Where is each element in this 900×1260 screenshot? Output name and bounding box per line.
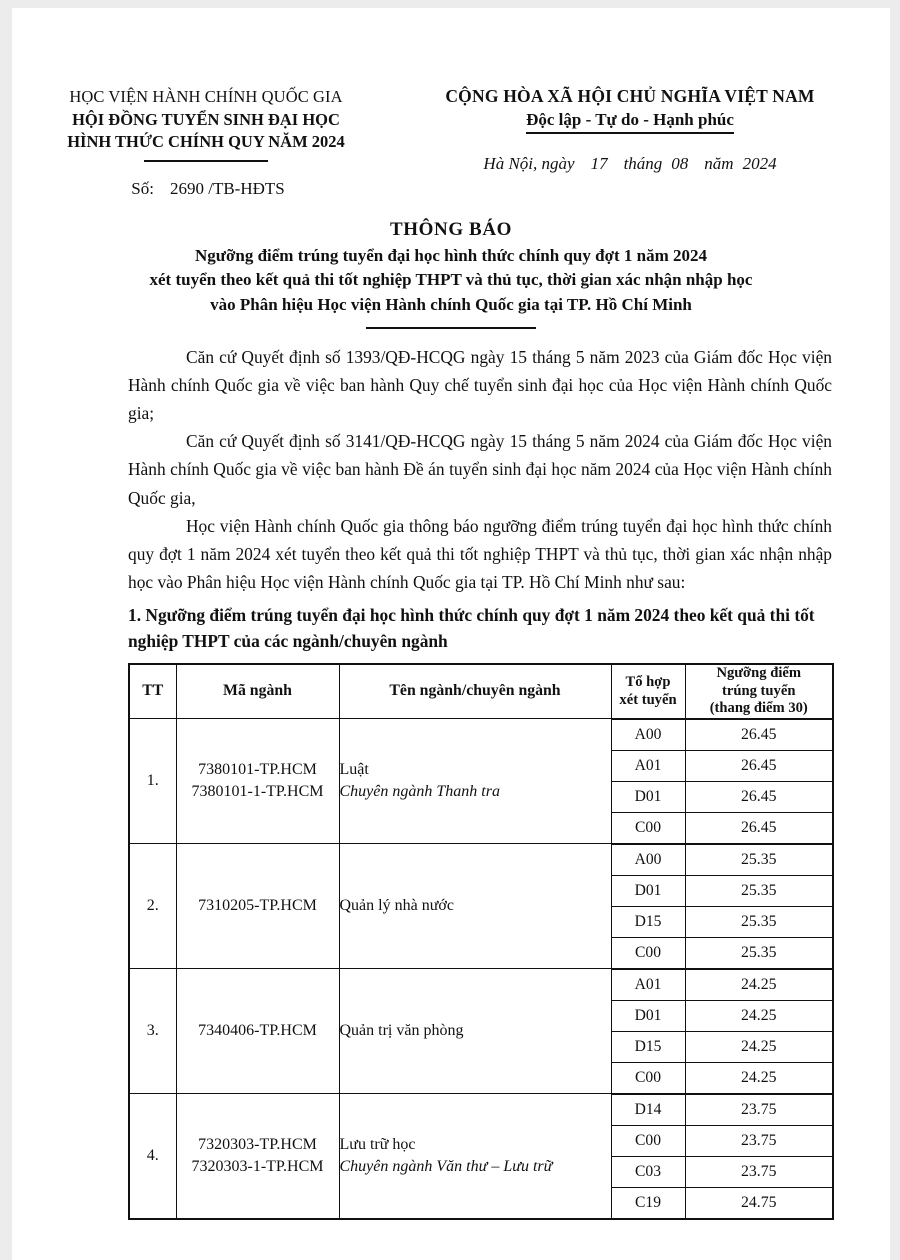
th-subject-combination xyxy=(611,664,685,719)
document-number-label: Số: xyxy=(131,178,154,198)
document-number-value: 2690 /TB-HĐTS xyxy=(169,178,285,198)
subtitle-line-2: xét tuyển theo kết quả thi tốt nghiệp THPT và thủ tục, thời gian xác nhận nhập học xyxy=(149,270,753,290)
major-name: Lưu trữ học xyxy=(339,1136,416,1154)
cell-subject-combination: A00 xyxy=(611,719,685,751)
cell-subject-combination: D01 xyxy=(611,1000,685,1031)
table-header-row xyxy=(129,664,833,719)
cell-benchmark-score: 23.75 xyxy=(685,1094,833,1126)
cell-major-name xyxy=(339,844,611,969)
score-table-wrapper xyxy=(12,663,890,1220)
cell-index: 1. xyxy=(129,719,176,844)
cell-subject-combination: D14 xyxy=(611,1094,685,1126)
paragraph-basis-1: Căn cứ Quyết định số 1393/QĐ-HCQG ngày 15 tháng 5 năm 2023 của Giám đốc Học viện Hành chính Quốc gia về việc ban hành Quy chế tuyển sinh đại học của Học viện Hành chính Quốc gia; xyxy=(128,346,832,423)
major-code-line: 7320303-TP.HCM xyxy=(198,1136,317,1154)
cell-subject-combination: C00 xyxy=(611,1062,685,1094)
cell-benchmark-score: 26.45 xyxy=(685,750,833,781)
major-code-line: 7340406-TP.HCM xyxy=(198,1022,317,1040)
th-index: TT xyxy=(129,664,176,719)
cell-subject-combination: D15 xyxy=(611,1031,685,1062)
document-page xyxy=(12,8,890,1260)
cell-benchmark-score: 24.25 xyxy=(685,1062,833,1094)
cell-subject-combination: C00 xyxy=(611,937,685,969)
table-row xyxy=(129,1094,833,1126)
major-name: Luật xyxy=(339,761,369,779)
cell-subject-combination: C00 xyxy=(611,1125,685,1156)
document-header xyxy=(12,8,890,199)
table-body xyxy=(129,719,833,1219)
paragraph-announcement: Học viện Hành chính Quốc gia thông báo ngưỡng điểm trúng tuyển đại học hình thức chính quy đợt 1 năm 2024 xét tuyển theo kết quả thi tốt nghiệp THPT và thủ tục, thời gian xác nhận nhập học vào Phân hiệu Học viện Hành chính Quốc gia tại TP. Hồ Chí Minh như sau: xyxy=(128,515,832,593)
th-combo-line-2: xét tuyển xyxy=(619,691,677,708)
issue-day: 17 xyxy=(590,154,608,173)
th-score-line-1: Ngưỡng điểm xyxy=(716,665,802,682)
section-heading-1: 1. Ngưỡng điểm trúng tuyển đại học hình thức chính quy đợt 1 năm 2024 theo kết quả thi tốt nghiệp THPT của các ngành/chuyên ngành xyxy=(128,605,815,652)
national-motto-block xyxy=(392,86,890,199)
major-code-line: 7310205-TP.HCM xyxy=(198,897,317,915)
document-subtitle xyxy=(12,244,890,318)
cell-major-name xyxy=(339,1094,611,1219)
cell-major-code xyxy=(176,844,339,969)
document-body xyxy=(12,343,890,655)
th-major-code: Mã ngành xyxy=(176,664,339,719)
cell-index: 3. xyxy=(129,969,176,1094)
cell-subject-combination: C19 xyxy=(611,1187,685,1219)
cell-benchmark-score: 24.25 xyxy=(685,969,833,1001)
major-code-line: 7380101-TP.HCM xyxy=(198,761,317,779)
cell-subject-combination: A01 xyxy=(611,969,685,1001)
cell-benchmark-score: 25.35 xyxy=(685,875,833,906)
cell-benchmark-score: 24.25 xyxy=(685,1000,833,1031)
program-type-line: HÌNH THỨC CHÍNH QUY NĂM 2024 xyxy=(67,132,345,152)
cell-benchmark-score: 26.45 xyxy=(685,781,833,812)
document-number-line xyxy=(20,179,392,199)
document-type-title: THÔNG BÁO xyxy=(389,218,513,240)
th-score-line-3: (thang điểm 30) xyxy=(709,700,808,717)
organization-name: HỌC VIỆN HÀNH CHÍNH QUỐC GIA xyxy=(69,87,343,106)
cell-major-code xyxy=(176,969,339,1094)
cell-subject-combination: C03 xyxy=(611,1156,685,1187)
table-row xyxy=(129,844,833,876)
title-block xyxy=(12,219,890,329)
table-row xyxy=(129,969,833,1001)
title-divider-rule xyxy=(366,327,536,329)
cell-benchmark-score: 24.25 xyxy=(685,1031,833,1062)
th-combo-line-1: Tổ hợp xyxy=(625,674,671,691)
header-divider-rule xyxy=(144,160,268,162)
th-benchmark-score xyxy=(685,664,833,719)
issue-year: 2024 xyxy=(742,154,777,173)
specialization-name: Chuyên ngành Thanh tra xyxy=(339,783,500,801)
issuing-organization-block xyxy=(12,86,392,199)
cell-benchmark-score: 23.75 xyxy=(685,1125,833,1156)
cell-benchmark-score: 25.35 xyxy=(685,937,833,969)
cell-benchmark-score: 25.35 xyxy=(685,906,833,937)
table-head xyxy=(129,664,833,719)
major-name: Quản lý nhà nước xyxy=(339,897,454,915)
subtitle-line-3: vào Phân hiệu Học viện Hành chính Quốc gia tại TP. Hồ Chí Minh xyxy=(210,294,692,314)
cell-benchmark-score: 24.75 xyxy=(685,1187,833,1219)
cell-benchmark-score: 26.45 xyxy=(685,812,833,844)
month-label: tháng xyxy=(623,154,663,173)
cell-index: 4. xyxy=(129,1094,176,1219)
cell-subject-combination: A00 xyxy=(611,844,685,876)
cell-major-code xyxy=(176,719,339,844)
cell-index: 2. xyxy=(129,844,176,969)
national-motto: Độc lập - Tự do - Hạnh phúc xyxy=(526,110,734,134)
cell-major-name xyxy=(339,969,611,1094)
major-code-line: 7380101-1-TP.HCM xyxy=(191,783,324,801)
cell-subject-combination: A01 xyxy=(611,750,685,781)
th-major-name: Tên ngành/chuyên ngành xyxy=(339,664,611,719)
cell-benchmark-score: 26.45 xyxy=(685,719,833,751)
cell-benchmark-score: 23.75 xyxy=(685,1156,833,1187)
table-row xyxy=(129,719,833,751)
cell-benchmark-score: 25.35 xyxy=(685,844,833,876)
cell-major-code xyxy=(176,1094,339,1219)
cell-subject-combination: D01 xyxy=(611,875,685,906)
admission-score-table xyxy=(128,663,834,1220)
cell-major-name xyxy=(339,719,611,844)
admission-council-line: HỘI ĐỒNG TUYỂN SINH ĐẠI HỌC xyxy=(72,109,340,129)
year-label: năm xyxy=(704,154,734,173)
cell-subject-combination: D01 xyxy=(611,781,685,812)
country-name: CỘNG HÒA XÃ HỘI CHỦ NGHĨA VIỆT NAM xyxy=(445,86,815,106)
cell-subject-combination: D15 xyxy=(611,906,685,937)
cell-subject-combination: C00 xyxy=(611,812,685,844)
paragraph-basis-2: Căn cứ Quyết định số 3141/QĐ-HCQG ngày 15 tháng 5 năm 2024 của Giám đốc Học viện Hành chính Quốc gia về việc ban hành Đề án tuyển sinh đại học năm 2024 của Học viện Hành chính Quốc gia, xyxy=(128,431,832,508)
specialization-name: Chuyên ngành Văn thư – Lưu trữ xyxy=(339,1158,553,1176)
major-code-line: 7320303-1-TP.HCM xyxy=(191,1158,324,1176)
issue-place: Hà Nội, ngày xyxy=(483,154,575,173)
issue-date-line xyxy=(392,154,868,174)
subtitle-line-1: Ngưỡng điểm trúng tuyển đại học hình thức chính quy đợt 1 năm 2024 xyxy=(194,245,708,265)
issue-month: 08 xyxy=(671,154,689,173)
th-score-line-2: trúng tuyển xyxy=(722,682,796,699)
major-name: Quản trị văn phòng xyxy=(339,1022,464,1040)
